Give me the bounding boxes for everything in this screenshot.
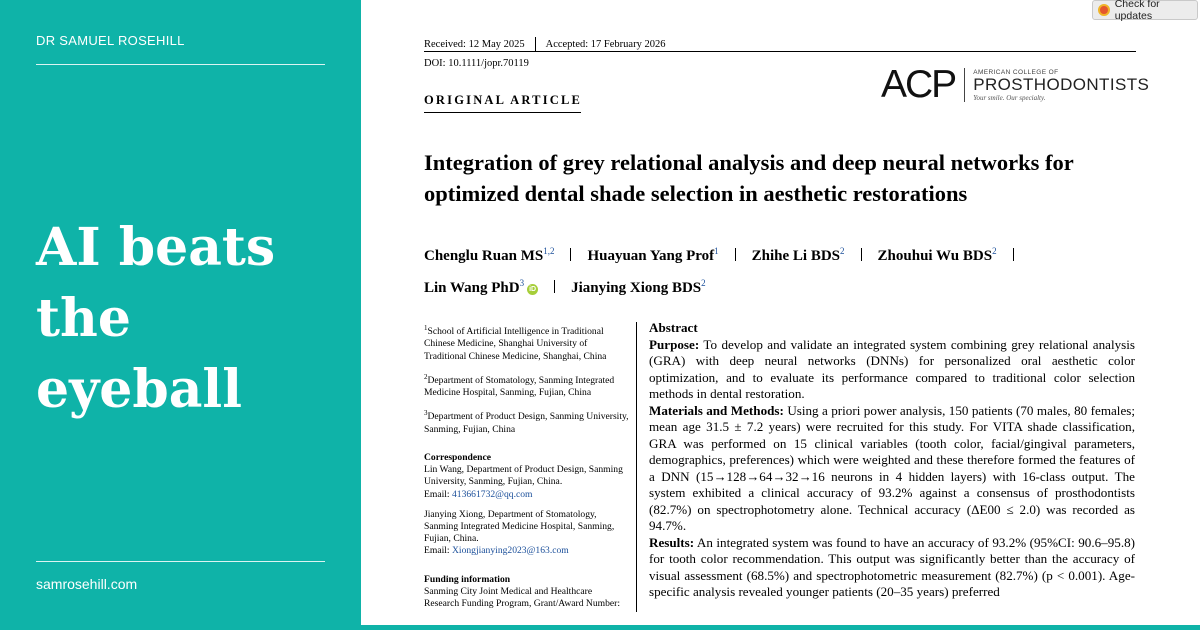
side-info-column <box>424 322 629 618</box>
author-separator <box>1013 248 1014 261</box>
crossmark-icon <box>1098 4 1110 16</box>
author-separator <box>735 248 736 261</box>
dates-separator <box>535 37 536 51</box>
author[interactable]: Jianying Xiong BDS$^2$ <box>571 278 706 296</box>
funding-heading: Funding information <box>424 573 511 585</box>
logo-wordmark <box>973 69 1149 102</box>
column-divider <box>636 322 637 612</box>
email-link[interactable]: Xiongjianying2023@163.com <box>451 545 569 557</box>
abstract-heading: Abstract <box>649 320 698 335</box>
abstract-purpose: Purpose: To develop and validate an integrated system combining grey relational analysis (GRA) with deep neural networks (DNNs) for personalized oral aesthetic color optimization, and to evaluate its performance compared to traditional color selection methods in dental restoration. <box>649 336 1135 401</box>
dates-row <box>424 37 665 51</box>
headline-line: eyeball <box>36 359 242 420</box>
logo-acronym: ACP <box>881 63 956 106</box>
funding-info: Funding information Sanming City Joint Medical and Healthcare Research Funding Program, Grant/Award Number: <box>424 573 621 610</box>
author[interactable]: Chenglu Ruan MS$^{1,2}$ <box>424 246 555 264</box>
site-url[interactable]: samrosehill.com <box>36 576 138 592</box>
logo-line2: PROSTHODONTISTS <box>973 74 1150 94</box>
author-separator <box>861 248 862 261</box>
affiliation: $^3$Department of Product Design, Sanming University, Sanming, Fujian, China <box>424 409 629 435</box>
journal-logo <box>881 63 1149 107</box>
author[interactable]: Zhihe Li BDS$^2$ <box>751 246 845 264</box>
bottom-divider <box>36 561 325 562</box>
email-link[interactable]: 413661732@qq.com <box>451 488 533 500</box>
accepted-date: Accepted: 17 February 2026 <box>545 38 666 50</box>
header-rule <box>424 51 1136 52</box>
author-separator <box>554 280 555 293</box>
headline-line: the <box>36 288 131 349</box>
author[interactable]: Lin Wang PhD$^3$iD <box>424 278 537 296</box>
author-name: DR SAMUEL ROSEHILL <box>36 33 185 48</box>
orcid-icon[interactable]: iD <box>529 286 537 293</box>
abstract-results: Results: An integrated system was found to have an accuracy of 93.2% (95%CI: 90.6–95.8) for tooth color recommendation. This output was significantly better than the accuracy of visual assessment (68.5%) and spectrophotometric measurement (82.7%) (p < 0.001). Age-specific analysis revealed younger patients (20–35 years) preferred <box>649 534 1135 599</box>
correspondence-heading: Correspondence <box>424 451 491 463</box>
doi[interactable]: DOI: 10.1111/jopr.70119 <box>424 58 529 69</box>
correspondence: Jianying Xiong, Department of Stomatology, Sanming Integrated Medicine Hospital, Sanming, Fujian, China. Email: Xiongjianying2023@163.com <box>424 508 615 557</box>
bottom-accent-bar <box>0 625 1200 630</box>
sidebar-panel <box>0 0 361 630</box>
headline-line: AI beats <box>36 217 276 278</box>
author[interactable]: Huayuan Yang Prof$^1$ <box>587 246 719 264</box>
check-updates-button[interactable] <box>1092 0 1198 20</box>
abstract <box>649 320 1135 601</box>
article-type-rule <box>424 112 581 113</box>
abstract-methods: Materials and Methods: Using a priori power analysis, 150 patients (70 males, 80 females; mean age 31.5 ± 7.2 years) were recruited for this study. For VITA shade classification, GRA was performed on 15 clinical variables (tooth color, facial/gingival parameters, demographics, preferences) which were weighted and these therefore formed the features of a DNN (15→128→64→32→16 neurons in 4 hidden layers) with 16-class output. The system exhibited a clinical accuracy of 93.2% against a consensus of prosthodontists (82.7%) on spectrophotometry alone. Technical accuracy (ΔE00 ≤ 2.0) was recorded as 94.7%. <box>649 402 1135 533</box>
correspondence: Correspondence Lin Wang, Department of Product Design, Sanming University, Sanming, Fujian, China. Email: 413661732@qq.com <box>424 451 623 500</box>
affiliation: $^1$School of Artificial Intelligence in Traditional Chinese Medicine, Shanghai University of Traditional Chinese Medicine, Shanghai, China <box>424 324 607 362</box>
article-type: ORIGINAL ARTICLE <box>424 93 583 107</box>
logo-line1: AMERICAN COLLEGE OF <box>973 68 1059 76</box>
author[interactable]: Zhouhui Wu BDS$^2$ <box>877 246 997 264</box>
author-list <box>424 238 1144 302</box>
logo-tagline: Your smile. Our specialty. <box>973 93 1046 102</box>
affiliation: $^2$Department of Stomatology, Sanming Integrated Medicine Hospital, Sanming, Fujian, China <box>424 372 615 399</box>
top-divider <box>36 64 325 65</box>
author-separator <box>570 248 571 261</box>
received-date: Received: 12 May 2025 <box>424 38 525 50</box>
headline <box>36 212 336 425</box>
paper-page <box>361 0 1200 630</box>
paper-title: Integration of grey relational analysis and deep neural networks for optimized dental shade selection in aesthetic restorations <box>424 150 1074 206</box>
check-updates-label: Check for updates <box>1114 0 1160 22</box>
logo-divider <box>964 68 965 102</box>
